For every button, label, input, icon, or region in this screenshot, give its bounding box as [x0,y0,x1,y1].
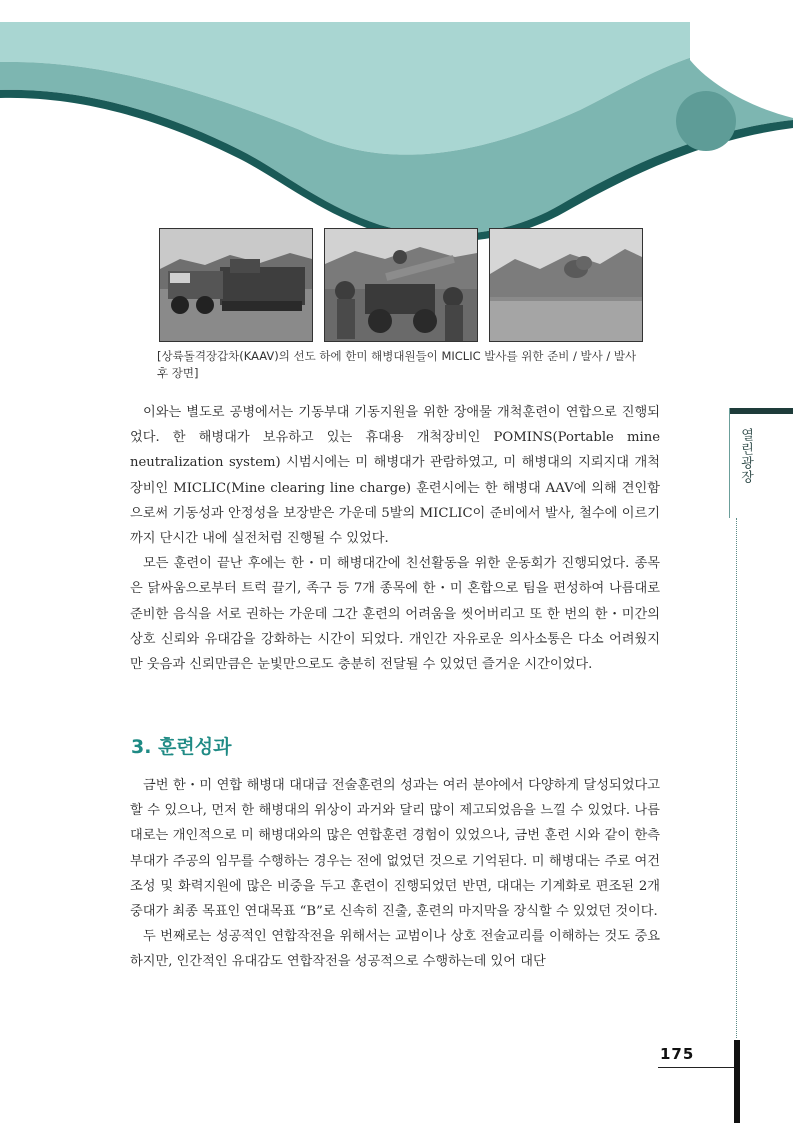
paragraph: 이와는 별도로 공병에서는 기동부대 기동지원을 위한 장애물 개척훈련이 연합으로 진행되었다. 한 해병대가 보유하고 있는 휴대용 개척장비인 POMINS(Portable mine neutralization system) 시범시에는 미 해병대가 관람하였고, 미 해병대의 지뢰지대 개척장비인 MICLIC(Mine clearing line charge) 훈련시에는 한 해병대 AAV에 의해 견인함으로써 기동성과 안정성을 보장받은 가운데 5발의 MICLIC이 준비에서 발사, 철수에 이르기까지 단시간 내에 실전처럼 진행될 수 있었다. [130,405,660,547]
side-tab-bar [730,408,793,414]
paragraph: 금번 한・미 연합 해병대 대대급 전술훈련의 성과는 여러 분야에서 다양하게 달성되었다고 할 수 있으나, 먼저 한 해병대의 위상이 과거와 달리 많이 제고되었음을 느낄 수 있었다. 나름대로는 개인적으로 미 해병대와의 많은 연합훈련 경험이 있었으나, 금번 훈련 시와 같이 한측 부대가 주공의 임무를 수행하는 경우는 전에 없었던 것으로 기억된다. 미 해병대는 주로 여건조성 및 화력지원에 많은 비중을 두고 훈련이 진행되었던 반면, 대대는 기계화로 편조된 2개 중대가 최종 목표인 연대목표 “B”로 신속히 진출, 훈련의 마지막을 장식할 수 있었던 것이다. [130,778,660,920]
side-tab [729,408,793,518]
body-text-2 [130,773,660,975]
body-text-1 [130,400,660,677]
figure-caption: [상륙돌격장갑차(KAAV)의 선도 하에 한미 해병대원들이 MICLIC 발사를 위한 준비 / 발사 / 발사 후 장면] [157,349,637,380]
paragraph: 두 번째로는 성공적인 연합작전을 위해서는 교범이나 상호 전술교리를 이해하는 것도 중요하지만, 인간적인 유대감도 연합작전을 성공적으로 수행하는데 있어 대단 [130,929,660,970]
header-circle [676,91,736,151]
photo-strip [159,228,644,342]
photo-marines-preparing [324,228,478,342]
page-number: 175 [660,1045,695,1063]
photo-kaav-towing [159,228,313,342]
header-decoration [0,0,793,260]
paragraph: 모든 훈련이 끝난 후에는 한・미 해병대간에 친선활동을 위한 운동회가 진행되었다. 종목은 닭싸움으로부터 트럭 끌기, 족구 등 7개 종목에 한・미 혼합으로 팀을 편성하여 나름대로 준비한 음식을 서로 권하는 가운데 그간 훈련의 어려움을 씻어버리고 또 한 번의 한・미간의 상호 신뢰와 유대감을 강화하는 시간이 되었다. 개인간 자유로운 의사소통은 다소 어려웠지만 웃음과 신뢰만큼은 눈빛만으로도 충분히 전달될 수 있었던 즐거운 시간이었다. [130,556,660,673]
photo-detonation [489,228,643,342]
side-tab-label: 열린광장 [738,428,753,484]
side-dotted-rule [736,518,737,1038]
page-edge-bar [734,1040,740,1123]
section-heading: 3. 훈련성과 [131,736,232,758]
page-number-rule [658,1067,734,1068]
